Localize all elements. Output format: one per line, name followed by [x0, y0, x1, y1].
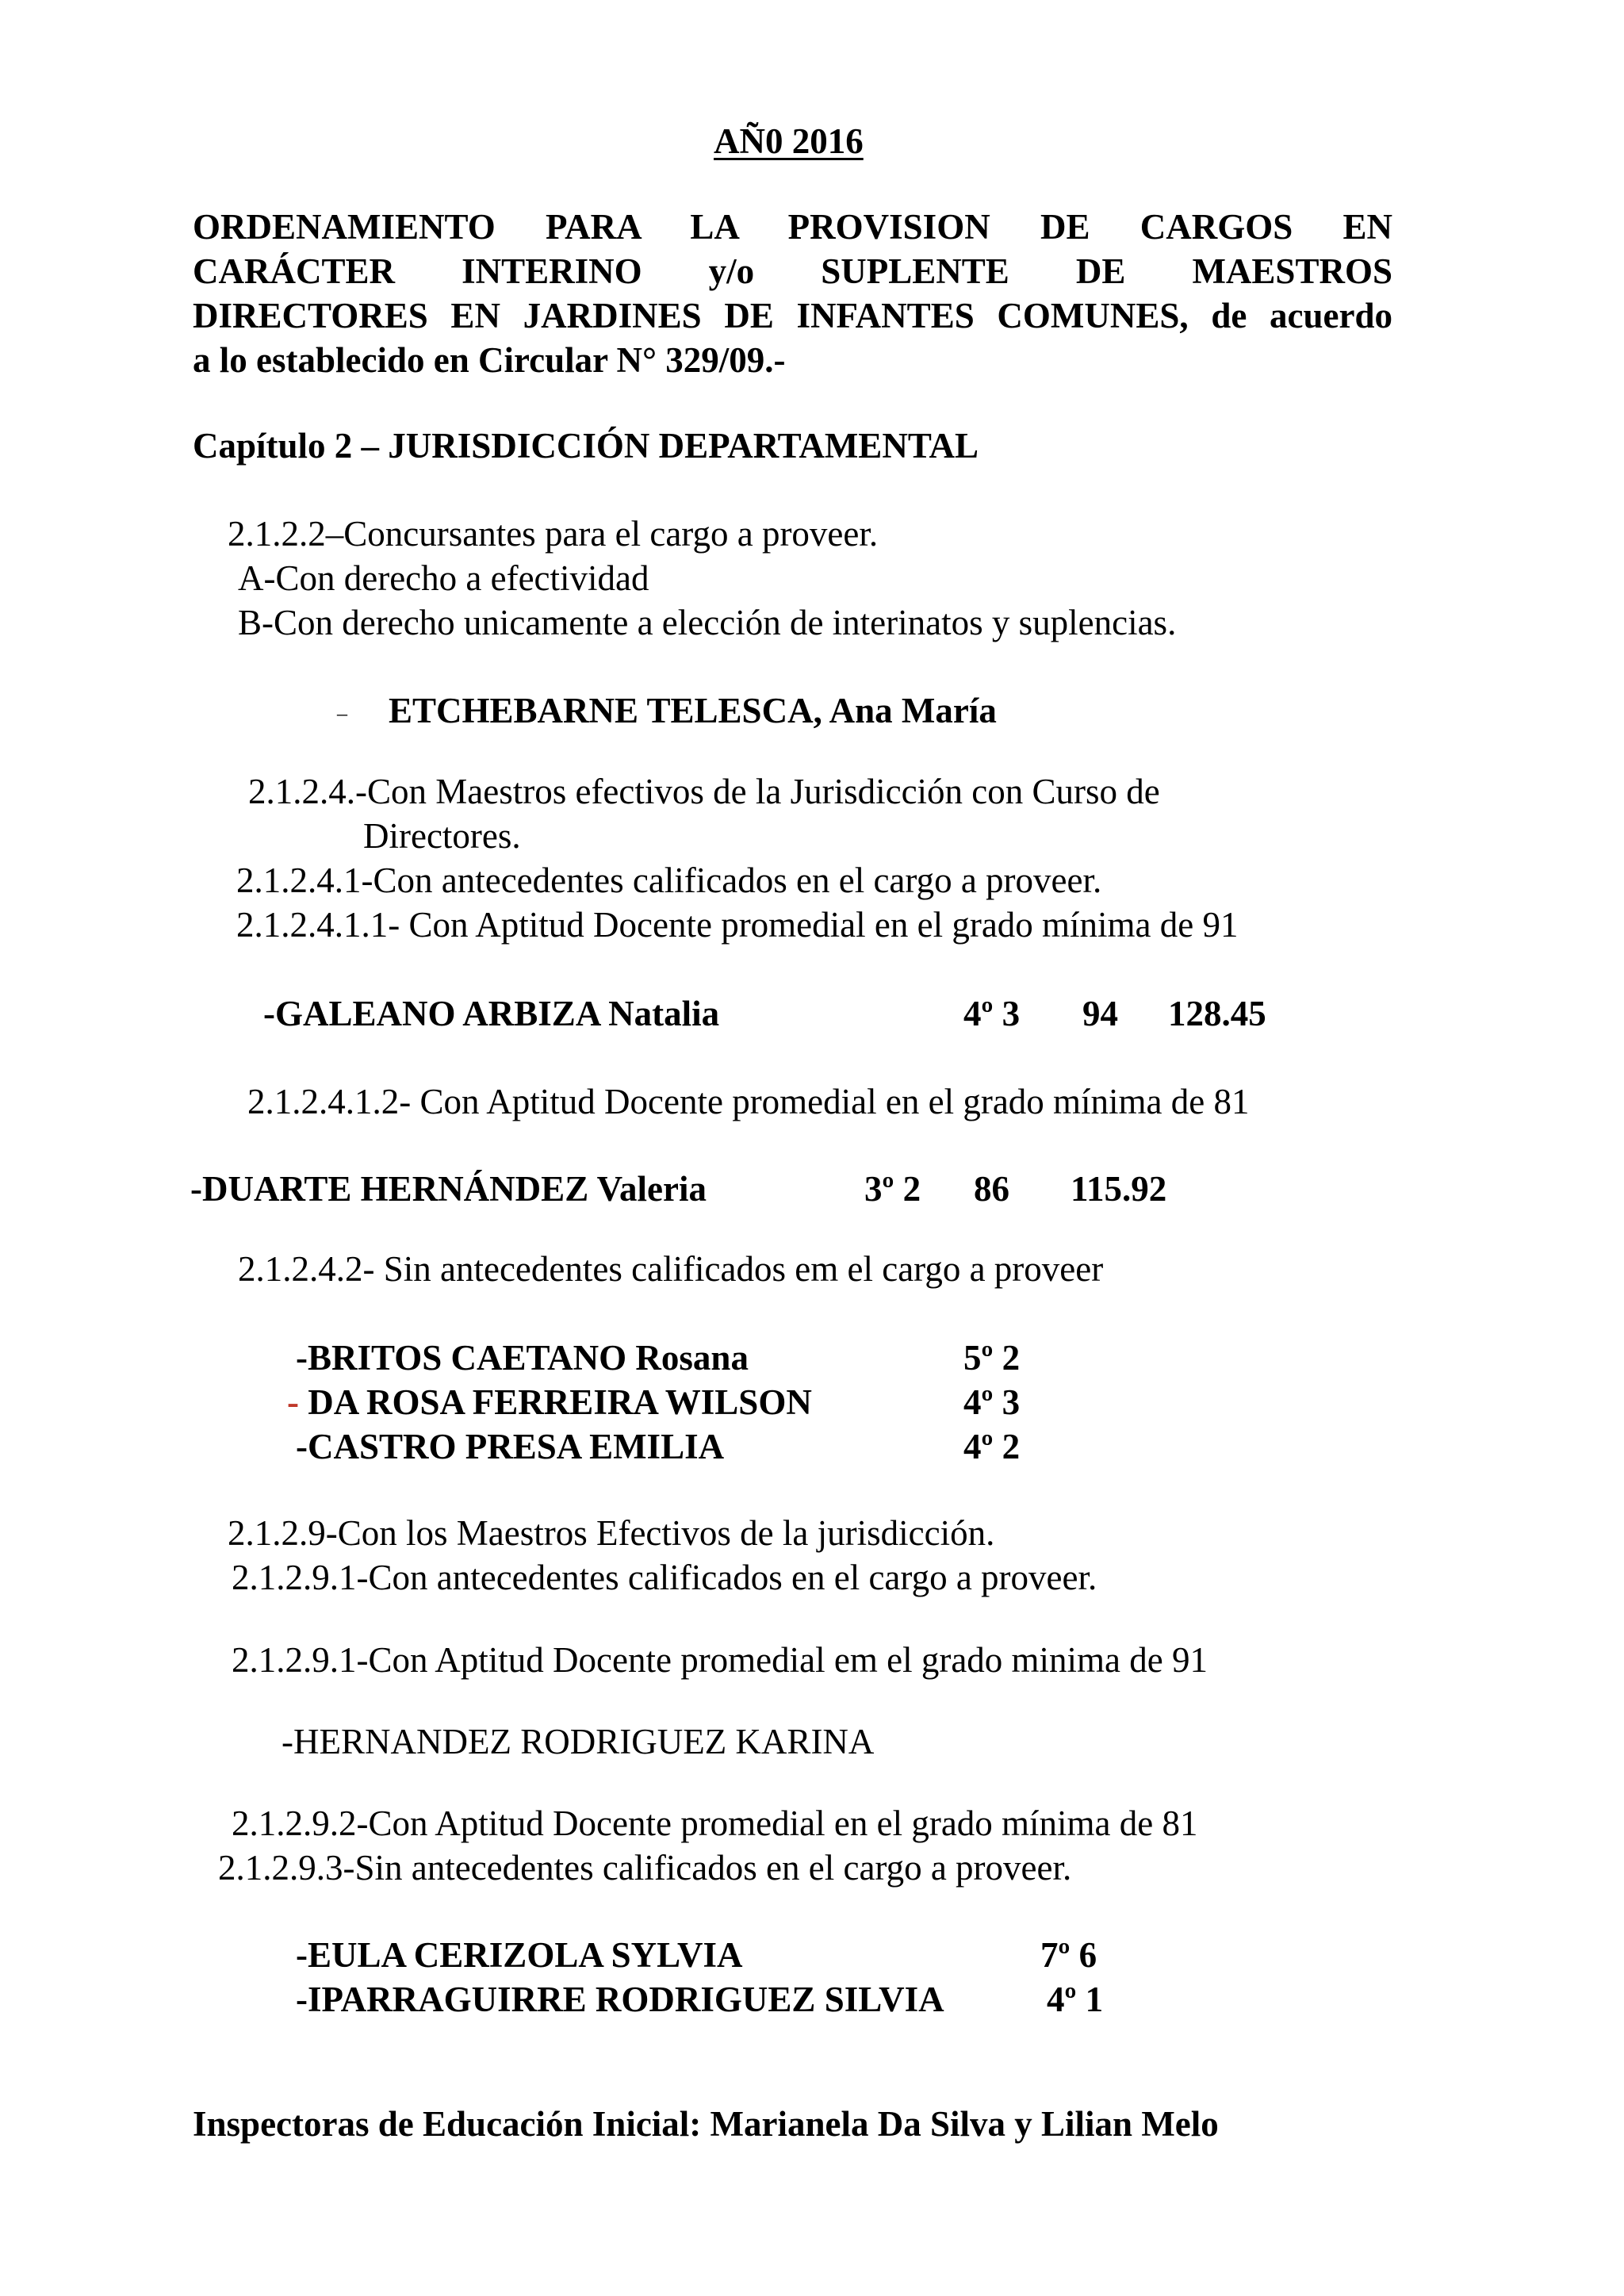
- candidate-duarte-total: 115.92: [1071, 1169, 1167, 1209]
- section-21242-title: 2.1.2.4.2- Sin antecedentes calificados em el cargo a proveer: [238, 1249, 1104, 1289]
- section-21241-title: 2.1.2.4.1-Con antecedentes calificados en el cargo a proveer.: [236, 861, 1102, 900]
- candidate-darosa-text: DA ROSA FERREIRA WILSON: [299, 1382, 812, 1422]
- section-21293-title: 2.1.2.9.3-Sin antecedentes calificados en el cargo a proveer.: [218, 1848, 1072, 1888]
- candidate-darosa-grade: 4º 3: [963, 1382, 1021, 1422]
- section-212412-title: 2.1.2.4.1.2- Con Aptitud Docente promedial en el grado mínima de 81: [247, 1082, 1250, 1121]
- section-21291-aptitud: 2.1.2.9.1-Con Aptitud Docente promedial em el grado minima de 91: [232, 1640, 1208, 1680]
- candidate-etchebarne: ETCHEBARNE TELESCA, Ana María: [389, 691, 997, 730]
- heading-line-1: ORDENAMIENTO PARA LA PROVISION DE CARGOS EN: [193, 207, 1392, 247]
- section-2122-title: 2.1.2.2–Concursantes para el cargo a proveer.: [228, 514, 879, 554]
- candidate-galeano-score: 94: [1082, 994, 1118, 1033]
- candidate-duarte-name: -DUARTE HERNÁNDEZ Valeria: [190, 1169, 707, 1209]
- candidate-duarte-score: 86: [974, 1169, 1009, 1209]
- section-21291-title: 2.1.2.9.1-Con antecedentes calificados en el cargo a proveer.: [232, 1558, 1097, 1597]
- candidate-hernandez: -HERNANDEZ RODRIGUEZ KARINA: [282, 1722, 875, 1761]
- candidate-galeano-grade: 4º 3: [963, 994, 1021, 1033]
- candidate-galeano-name: -GALEANO ARBIZA Natalia: [263, 994, 720, 1033]
- list-dash: –: [337, 702, 347, 725]
- document-title: AÑ0 2016: [714, 121, 864, 161]
- section-2129-title: 2.1.2.9-Con los Maestros Efectivos de la jurisdicción.: [228, 1513, 995, 1553]
- document-heading: [193, 205, 1392, 382]
- section-2124-title-cont: Directores.: [363, 816, 521, 856]
- candidate-castro-grade: 4º 2: [963, 1427, 1021, 1466]
- candidate-duarte-grade: 3º 2: [864, 1169, 921, 1209]
- candidate-britos-name: -BRITOS CAETANO Rosana: [296, 1338, 749, 1378]
- section-21292-title: 2.1.2.9.2-Con Aptitud Docente promedial en el grado mínima de 81: [232, 1803, 1198, 1843]
- candidate-darosa-name: [287, 1380, 812, 1424]
- candidate-darosa-dash: -: [287, 1382, 299, 1422]
- candidate-iparraguirre-grade: 4º 1: [1047, 1980, 1104, 2019]
- heading-line-3: DIRECTORES EN JARDINES DE INFANTES COMUNES, de acuerdo: [193, 296, 1392, 335]
- signature-line: Inspectoras de Educación Inicial: Marianela Da Silva y Lilian Melo: [193, 2104, 1219, 2144]
- heading-line-2: CARÁCTER INTERINO y/o SUPLENTE DE MAESTROS: [193, 251, 1392, 291]
- candidate-castro-name: -CASTRO PRESA EMILIA: [296, 1427, 725, 1466]
- chapter-title: Capítulo 2 – JURISDICCIÓN DEPARTAMENTAL: [193, 426, 979, 466]
- candidate-eula-name: -EULA CERIZOLA SYLVIA: [296, 1935, 743, 1975]
- candidate-eula-grade: 7º 6: [1040, 1935, 1097, 1975]
- candidate-galeano-total: 128.45: [1168, 994, 1266, 1033]
- section-2122-item-b: B-Con derecho unicamente a elección de interinatos y suplencias.: [238, 603, 1177, 642]
- section-2124-title: 2.1.2.4.-Con Maestros efectivos de la Jurisdicción con Curso de: [248, 772, 1160, 811]
- section-2122-item-a: A-Con derecho a efectividad: [238, 558, 649, 598]
- heading-line-4: a lo establecido en Circular N° 329/09.-: [193, 340, 786, 380]
- section-212411-title: 2.1.2.4.1.1- Con Aptitud Docente promedial en el grado mínima de 91: [236, 905, 1239, 945]
- candidate-britos-grade: 5º 2: [963, 1338, 1021, 1378]
- candidate-iparraguirre-name: -IPARRAGUIRRE RODRIGUEZ SILVIA: [296, 1980, 944, 2019]
